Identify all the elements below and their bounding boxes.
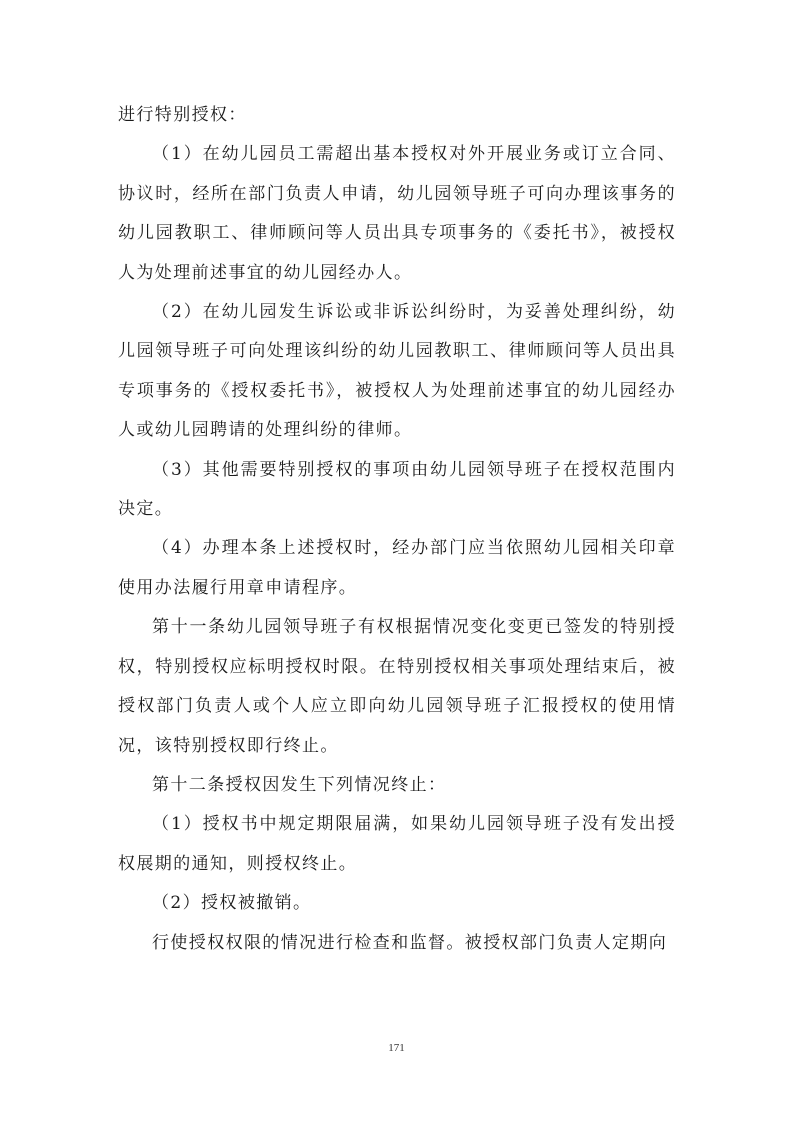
body-text xyxy=(118,96,676,963)
paragraph-article-11: 第十一条幼儿园领导班子有权根据情况变化变更已签发的特别授权，特别授权应标明授权时限。在特别授权相关事项处理结束后，被授权部门负责人或个人应立即向幼儿园领导班子汇报授权的使用情况，该特别授权即行终止。 xyxy=(118,617,676,756)
paragraph-supervision: 行使授权权限的情况进行检查和监督。被授权部门负责人定期向 xyxy=(152,932,668,953)
paragraph-item-1: （1）在幼儿园员工需超出基本授权对外开展业务或订立合同、协议时，经所在部门负责人申请，幼儿园领导班子可向办理该事务的幼儿园教职工、律师顾问等人员出具专项事务的《委托书》，被授权人为处理前述事宜的幼儿园经办人。 xyxy=(118,144,676,283)
page-number: 171 xyxy=(388,1042,405,1054)
paragraph-item-4: （4）办理本条上述授权时，经办部门应当依照幼儿园相关印章使用办法履行用章申请程序。 xyxy=(118,538,676,598)
paragraph-article-12-item-2: （2）授权被撤销。 xyxy=(152,893,312,914)
paragraph-intro: 进行特别授权： xyxy=(118,105,247,125)
paragraph-item-3: （3）其他需要特别授权的事项由幼儿园领导班子在授权范围内决定。 xyxy=(118,459,676,520)
paragraph-article-12: 第十二条授权因发生下列情况终止： xyxy=(152,774,447,795)
paragraph-item-2: （2）在幼儿园发生诉讼或非诉讼纠纷时，为妥善处理纠纷，幼儿园领导班子可向处理该纠纷的幼儿园教职工、律师顾问等人员出具专项事务的《授权委托书》，被授权人为处理前述事宜的幼儿园经办人或幼儿园聘请的处理纠纷的律师。 xyxy=(118,302,676,441)
paragraph-article-12-item-1: （1）授权书中规定期限届满，如果幼儿园领导班子没有发出授权展期的通知，则授权终止。 xyxy=(118,814,676,874)
